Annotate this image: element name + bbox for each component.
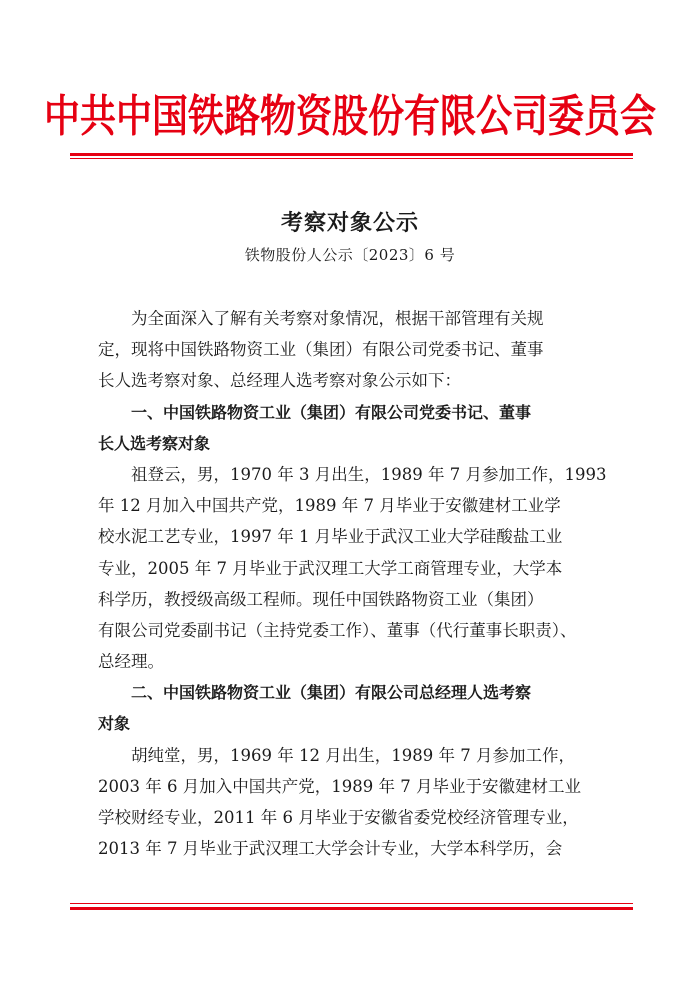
- body-line: 定，现将中国铁路物资工业（集团）有限公司党委书记、董事: [98, 340, 544, 360]
- issuing-organization-header: 中共中国铁路物资股份有限公司委员会: [43, 91, 656, 142]
- body-line: 2013 年 7 月毕业于武汉理工大学会计专业，大学本科学历，会: [98, 839, 563, 859]
- document-number: 铁物股份人公示〔2023〕6 号: [244, 246, 456, 264]
- body-line: 总经理。: [98, 652, 164, 672]
- header-rule-thick: [70, 153, 633, 156]
- body-line: 科学历，教授级高级工程师。现任中国铁路物资工业（集团）: [98, 589, 544, 609]
- document-title: 考察对象公示: [280, 210, 419, 236]
- body-line: 年 12 月加入中国共产党，1989 年 7 月毕业于安徽建材工业学: [98, 496, 561, 516]
- body-line: 为全面深入了解有关考察对象情况，根据干部管理有关规: [131, 309, 544, 328]
- body-line: 专业，2005 年 7 月毕业于武汉理工大学工商管理专业，大学本: [98, 558, 563, 578]
- body-line: 2003 年 6 月加入中国共产党，1989 年 7 月毕业于安徽建材工业: [98, 776, 581, 796]
- body-line: 祖登云，男，1970 年 3 月出生，1989 年 7 月参加工作，1993: [131, 464, 607, 484]
- body-line: 胡纯堂，男，1969 年 12 月出生，1989 年 7 月参加工作，: [131, 745, 575, 765]
- body-line: 有限公司党委副书记（主持党委工作）、董事（代行董事长职责）、: [98, 620, 577, 640]
- body-line: 长人选考察对象、总经理人选考察对象公示如下：: [98, 371, 461, 391]
- footer-rule-thick: [70, 907, 633, 910]
- body-line: 学校财经专业，2011 年 6 月毕业于安徽省委党校经济管理专业，: [98, 808, 579, 827]
- section-heading-2: 二、中国铁路物资工业（集团）有限公司总经理人选考察: [131, 683, 532, 703]
- footer-rule-thin: [70, 903, 633, 904]
- section-heading-2-cont: 对象: [98, 714, 131, 734]
- header-rule-thin: [70, 158, 633, 159]
- body-line: 校水泥工艺专业，1997 年 1 月毕业于武汉工业大学硅酸盐工业: [98, 527, 563, 547]
- section-heading-1: 一、中国铁路物资工业（集团）有限公司党委书记、董事: [131, 402, 532, 422]
- document-body: [98, 303, 618, 864]
- section-heading-1-cont: 长人选考察对象: [98, 433, 211, 453]
